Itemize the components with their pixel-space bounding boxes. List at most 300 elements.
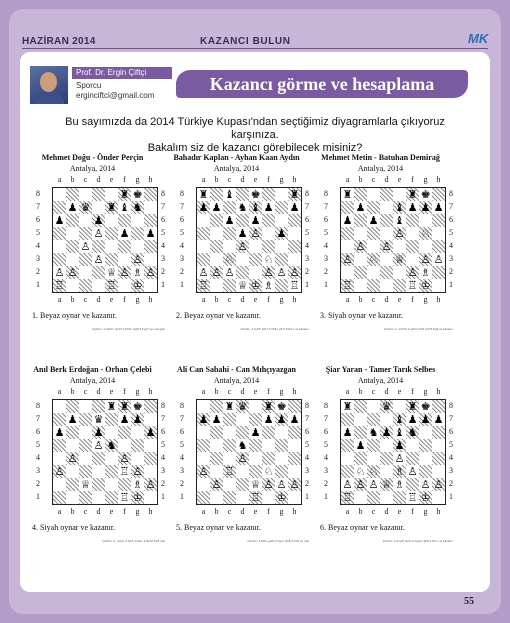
dark-square	[53, 253, 66, 266]
file-label: f	[123, 295, 126, 304]
rank-label: 2	[161, 267, 165, 276]
dark-square	[354, 426, 367, 439]
dark-square	[406, 214, 419, 227]
chess-piece-r: ♜	[407, 188, 418, 201]
file-label: c	[227, 507, 232, 516]
rank-label: 3	[305, 254, 309, 263]
chess-piece-r: ♜	[289, 188, 300, 201]
chess-piece-P: ♙	[119, 266, 130, 279]
puzzle-caption: 4. Siyah oynar ve kazanır.	[32, 523, 116, 532]
dark-square	[380, 188, 393, 201]
dark-square	[92, 452, 105, 465]
chess-piece-p: ♟	[433, 413, 444, 426]
rank-label: 8	[180, 189, 184, 198]
rank-label: 4	[449, 241, 453, 250]
chess-piece-p: ♟	[250, 426, 261, 439]
rank-label: 3	[180, 254, 184, 263]
dark-square	[66, 478, 79, 491]
rank-label: 7	[305, 202, 309, 211]
chess-piece-N: ♘	[224, 253, 235, 266]
dark-square	[275, 253, 288, 266]
rank-label: 7	[449, 414, 453, 423]
dark-square	[79, 253, 92, 266]
dark-square	[275, 279, 288, 292]
dark-square	[66, 400, 79, 413]
dark-square	[210, 214, 223, 227]
file-label: g	[135, 295, 140, 304]
chess-piece-P: ♙	[407, 465, 418, 478]
file-label: g	[423, 387, 428, 396]
file-label: d	[384, 175, 389, 184]
file-label: h	[292, 295, 297, 304]
chess-piece-q: ♛	[237, 400, 248, 413]
rank-label: 7	[449, 202, 453, 211]
file-label: h	[148, 295, 153, 304]
chess-piece-P: ♙	[420, 253, 431, 266]
chess-piece-k: ♚	[250, 188, 261, 201]
file-label: h	[436, 507, 441, 516]
chess-piece-P: ♙	[381, 240, 392, 253]
rank-label: 1	[449, 280, 453, 289]
rank-label: 2	[324, 267, 328, 276]
rank-label: 1	[324, 280, 328, 289]
chess-piece-P: ♙	[67, 266, 78, 279]
dark-square	[53, 413, 66, 426]
chess-piece-P: ♙	[93, 253, 104, 266]
solution-fine-print: Çözüm: 1.Kxe6! fxe6 2.Vxe6+ Şh8 3.Kf7+ ve kazanır	[382, 539, 453, 543]
dark-square	[262, 214, 275, 227]
rank-label: 6	[449, 427, 453, 436]
rank-label: 2	[305, 479, 309, 488]
author-box	[30, 66, 172, 104]
file-label: c	[371, 387, 376, 396]
file-label: f	[267, 175, 270, 184]
file-label: e	[253, 175, 258, 184]
file-label: c	[83, 295, 88, 304]
chess-piece-p: ♟	[198, 413, 209, 426]
rank-label: 4	[449, 453, 453, 462]
author-email[interactable]: erginciftci@gmail.com	[76, 91, 155, 100]
dark-square	[197, 491, 210, 504]
chess-piece-p: ♟	[93, 214, 104, 227]
rank-label: 5	[36, 228, 40, 237]
file-label: a	[57, 387, 62, 396]
article-intro	[40, 116, 470, 155]
dark-square	[406, 478, 419, 491]
dark-square	[53, 439, 66, 452]
file-label: d	[96, 295, 101, 304]
file-label: g	[423, 175, 428, 184]
chess-piece-N: ♘	[368, 465, 379, 478]
chess-piece-p: ♟	[119, 413, 130, 426]
chess-piece-b: ♝	[394, 413, 405, 426]
page-number: 55	[464, 596, 474, 607]
chess-piece-p: ♟	[381, 426, 392, 439]
dark-square	[197, 439, 210, 452]
chess-piece-p: ♟	[263, 201, 274, 214]
author-role: Sporcu	[76, 81, 102, 90]
rank-label: 8	[305, 401, 309, 410]
chess-piece-P: ♙	[433, 478, 444, 491]
rank-label: 2	[36, 267, 40, 276]
file-labels-bottom	[20, 295, 165, 305]
chess-piece-P: ♙	[93, 439, 104, 452]
chess-piece-R: ♖	[224, 465, 235, 478]
dark-square	[210, 426, 223, 439]
chess-piece-R: ♖	[342, 491, 353, 504]
chess-piece-p: ♟	[198, 201, 209, 214]
dark-square	[236, 266, 249, 279]
chess-puzzle-5	[164, 365, 309, 565]
file-labels-bottom	[20, 507, 165, 517]
chess-piece-P: ♙	[145, 266, 156, 279]
dark-square	[79, 227, 92, 240]
chess-piece-N: ♘	[263, 253, 274, 266]
dark-square	[249, 253, 262, 266]
dark-square	[53, 201, 66, 214]
file-label: e	[109, 295, 114, 304]
chess-piece-k: ♚	[132, 400, 143, 413]
author-photo	[30, 66, 68, 104]
dark-square	[144, 214, 157, 227]
dark-square	[354, 266, 367, 279]
chess-piece-b: ♝	[224, 188, 235, 201]
dark-square	[341, 413, 354, 426]
dark-square	[380, 214, 393, 227]
file-label: f	[411, 175, 414, 184]
rank-label: 2	[324, 479, 328, 488]
chess-piece-r: ♜	[407, 400, 418, 413]
dark-square	[105, 227, 118, 240]
chess-piece-P: ♙	[420, 478, 431, 491]
rank-label: 7	[36, 414, 40, 423]
chess-piece-P: ♙	[250, 227, 261, 240]
chess-piece-Q: ♕	[250, 478, 261, 491]
rank-label: 6	[449, 215, 453, 224]
chess-piece-P: ♙	[237, 452, 248, 465]
chess-piece-p: ♟	[276, 227, 287, 240]
rank-label: 3	[36, 254, 40, 263]
chess-piece-p: ♟	[224, 214, 235, 227]
chess-piece-p: ♟	[145, 426, 156, 439]
rank-label: 7	[324, 202, 328, 211]
rank-label: 3	[449, 466, 453, 475]
chess-piece-p: ♟	[407, 201, 418, 214]
chess-board	[196, 187, 302, 293]
rank-label: 6	[180, 215, 184, 224]
rank-label: 2	[305, 267, 309, 276]
dark-square	[262, 452, 275, 465]
dark-square	[144, 240, 157, 253]
file-label: c	[371, 507, 376, 516]
chess-piece-P: ♙	[132, 253, 143, 266]
rank-label: 3	[161, 254, 165, 263]
file-label: d	[384, 507, 389, 516]
rank-label: 3	[180, 466, 184, 475]
file-label: a	[345, 387, 350, 396]
chess-board	[52, 399, 158, 505]
chess-piece-N: ♘	[355, 465, 366, 478]
dark-square	[210, 452, 223, 465]
dark-square	[288, 240, 301, 253]
chess-piece-p: ♟	[276, 413, 287, 426]
dark-square	[223, 439, 236, 452]
file-label: a	[57, 175, 62, 184]
chess-piece-p: ♟	[342, 214, 353, 227]
file-label: f	[267, 387, 270, 396]
file-label: e	[253, 387, 258, 396]
file-labels-top	[20, 387, 165, 397]
dark-square	[66, 240, 79, 253]
file-label: h	[292, 387, 297, 396]
file-label: d	[240, 387, 245, 396]
chess-piece-K: ♔	[420, 491, 431, 504]
file-label: d	[96, 175, 101, 184]
chess-piece-r: ♜	[106, 201, 117, 214]
chess-board	[340, 187, 446, 293]
chess-piece-R: ♖	[407, 491, 418, 504]
file-label: b	[70, 387, 75, 396]
dark-square	[367, 279, 380, 292]
puzzle-players: Şiar Yaran - Tamer Tarık Selbes	[325, 365, 436, 374]
chess-piece-K: ♔	[276, 491, 287, 504]
file-label: c	[371, 175, 376, 184]
chess-piece-p: ♟	[54, 214, 65, 227]
dark-square	[197, 227, 210, 240]
dark-square	[393, 279, 406, 292]
chess-piece-r: ♜	[198, 188, 209, 201]
rank-label: 2	[449, 267, 453, 276]
file-label: b	[214, 507, 219, 516]
dark-square	[275, 465, 288, 478]
rank-label: 8	[161, 401, 165, 410]
dark-square	[288, 214, 301, 227]
dark-square	[92, 478, 105, 491]
chess-piece-n: ♞	[132, 201, 143, 214]
dark-square	[288, 400, 301, 413]
rank-label: 4	[305, 241, 309, 250]
rank-label: 8	[324, 189, 328, 198]
chess-piece-P: ♙	[145, 478, 156, 491]
chess-piece-P: ♙	[198, 266, 209, 279]
dark-square	[432, 240, 445, 253]
file-label: g	[279, 295, 284, 304]
puzzle-event: Antalya, 2014	[213, 376, 260, 385]
chess-piece-p: ♟	[420, 201, 431, 214]
dark-square	[131, 227, 144, 240]
rank-label: 2	[180, 479, 184, 488]
chess-piece-B: ♗	[132, 266, 143, 279]
chess-piece-P: ♙	[342, 478, 353, 491]
chess-piece-p: ♟	[67, 201, 78, 214]
dark-square	[432, 426, 445, 439]
file-label: h	[148, 387, 153, 396]
file-label: f	[123, 387, 126, 396]
dark-square	[367, 201, 380, 214]
chess-piece-p: ♟	[93, 426, 104, 439]
chess-piece-p: ♟	[433, 201, 444, 214]
chess-piece-k: ♚	[420, 400, 431, 413]
chess-piece-p: ♟	[54, 426, 65, 439]
chess-piece-b: ♝	[394, 214, 405, 227]
chess-piece-q: ♛	[381, 400, 392, 413]
file-labels-bottom	[308, 507, 453, 517]
dark-square	[210, 188, 223, 201]
dark-square	[288, 426, 301, 439]
rank-label: 8	[449, 189, 453, 198]
chess-piece-p: ♟	[132, 413, 143, 426]
rank-label: 3	[324, 254, 328, 263]
rank-label: 6	[305, 427, 309, 436]
dark-square	[105, 413, 118, 426]
solution-fine-print: Çözüm: 1...Fxh3! 2.gxh3 Vxh3 3.Kf1 Kg4 ve kazanır	[383, 327, 453, 331]
dark-square	[432, 214, 445, 227]
chess-piece-P: ♙	[54, 465, 65, 478]
file-label: e	[397, 295, 402, 304]
dark-square	[367, 491, 380, 504]
dark-square	[406, 240, 419, 253]
file-labels-bottom	[164, 295, 309, 305]
issue-date: HAZİRAN 2014	[22, 36, 96, 47]
chess-board	[340, 399, 446, 505]
file-label: d	[240, 507, 245, 516]
rank-label: 5	[305, 228, 309, 237]
dark-square	[79, 465, 92, 478]
puzzle-players: Mehmet Doğu - Önder Perçin	[41, 153, 144, 162]
dark-square	[432, 266, 445, 279]
chess-piece-p: ♟	[67, 413, 78, 426]
file-label: c	[227, 387, 232, 396]
magazine-logo: MK	[468, 31, 489, 46]
file-label: f	[411, 295, 414, 304]
chess-board	[52, 187, 158, 293]
chess-piece-r: ♜	[119, 400, 130, 413]
dark-square	[262, 188, 275, 201]
dark-square	[236, 188, 249, 201]
rank-label: 1	[36, 280, 40, 289]
file-label: c	[227, 175, 232, 184]
file-label: a	[345, 507, 350, 516]
solution-fine-print: Çözüm: 1...Ke2+ 2.Şh1 Vxh2+ 3.Şxh2 Kh4 mat	[102, 539, 165, 543]
chess-piece-r: ♜	[263, 400, 274, 413]
chess-piece-N: ♘	[420, 227, 431, 240]
chess-piece-Q: ♕	[237, 279, 248, 292]
dark-square	[223, 413, 236, 426]
rank-label: 6	[36, 215, 40, 224]
chess-piece-R: ♖	[289, 279, 300, 292]
chess-piece-K: ♔	[132, 279, 143, 292]
puzzle-caption: 5. Beyaz oynar ve kazanır.	[176, 523, 261, 532]
file-label: h	[436, 387, 441, 396]
chess-piece-N: ♘	[368, 253, 379, 266]
file-label: f	[267, 295, 270, 304]
chess-piece-n: ♞	[368, 426, 379, 439]
dark-square	[131, 439, 144, 452]
file-label: g	[423, 295, 428, 304]
chess-piece-P: ♙	[132, 465, 143, 478]
chess-piece-b: ♝	[250, 201, 261, 214]
file-label: f	[411, 507, 414, 516]
chess-piece-r: ♜	[342, 400, 353, 413]
chess-piece-p: ♟	[394, 439, 405, 452]
rank-label: 3	[324, 466, 328, 475]
puzzle-caption: 3. Siyah oynar ve kazanır.	[320, 311, 404, 320]
rank-label: 6	[324, 427, 328, 436]
rank-label: 6	[36, 427, 40, 436]
chess-piece-P: ♙	[198, 465, 209, 478]
rank-label: 8	[180, 401, 184, 410]
dark-square	[105, 491, 118, 504]
dark-square	[419, 465, 432, 478]
rank-label: 2	[449, 479, 453, 488]
dark-square	[249, 413, 262, 426]
dark-square	[66, 426, 79, 439]
file-labels-top	[164, 175, 309, 185]
dark-square	[118, 240, 131, 253]
chess-piece-R: ♖	[250, 491, 261, 504]
chess-piece-B: ♗	[394, 465, 405, 478]
file-label: e	[253, 295, 258, 304]
rank-label: 6	[180, 427, 184, 436]
rank-label: 1	[161, 280, 165, 289]
author-name: Prof. Dr. Ergin Çiftçi	[72, 67, 172, 79]
puzzle-caption: 1. Beyaz oynar ve kazanır.	[32, 311, 117, 320]
dark-square	[432, 452, 445, 465]
file-label: e	[109, 507, 114, 516]
rank-label: 8	[36, 189, 40, 198]
file-label: d	[240, 295, 245, 304]
chess-puzzle-3	[308, 153, 453, 353]
file-label: h	[148, 175, 153, 184]
chess-piece-B: ♗	[394, 478, 405, 491]
dark-square	[380, 452, 393, 465]
file-labels-top	[20, 175, 165, 185]
dark-square	[341, 227, 354, 240]
rank-label: 5	[180, 440, 184, 449]
file-label: b	[358, 387, 363, 396]
dark-square	[92, 266, 105, 279]
rank-label: 4	[161, 453, 165, 462]
file-label: c	[227, 295, 232, 304]
rank-label: 3	[449, 254, 453, 263]
puzzle-event: Antalya, 2014	[69, 164, 116, 173]
dark-square	[144, 188, 157, 201]
rank-label: 2	[161, 479, 165, 488]
chess-piece-p: ♟	[145, 227, 156, 240]
rank-label: 7	[36, 202, 40, 211]
puzzle-players: Ali Can Sabahi - Can Mıhçıyazgan	[177, 365, 296, 374]
rank-label: 5	[305, 440, 309, 449]
chess-piece-Q: ♕	[381, 478, 392, 491]
chess-piece-p: ♟	[355, 439, 366, 452]
dark-square	[92, 240, 105, 253]
dark-square	[419, 439, 432, 452]
file-label: b	[358, 507, 363, 516]
puzzle-players: Bahadır Kaplan - Ayhan Kaan Aydın	[173, 153, 300, 162]
rank-label: 6	[161, 215, 165, 224]
dark-square	[367, 227, 380, 240]
chess-piece-p: ♟	[211, 201, 222, 214]
rank-label: 4	[324, 241, 328, 250]
chess-piece-P: ♙	[342, 253, 353, 266]
file-label: g	[279, 507, 284, 516]
chess-piece-P: ♙	[433, 253, 444, 266]
rank-label: 8	[449, 401, 453, 410]
chess-piece-p: ♟	[420, 413, 431, 426]
file-label: e	[397, 387, 402, 396]
file-label: b	[358, 175, 363, 184]
chess-piece-P: ♙	[67, 452, 78, 465]
